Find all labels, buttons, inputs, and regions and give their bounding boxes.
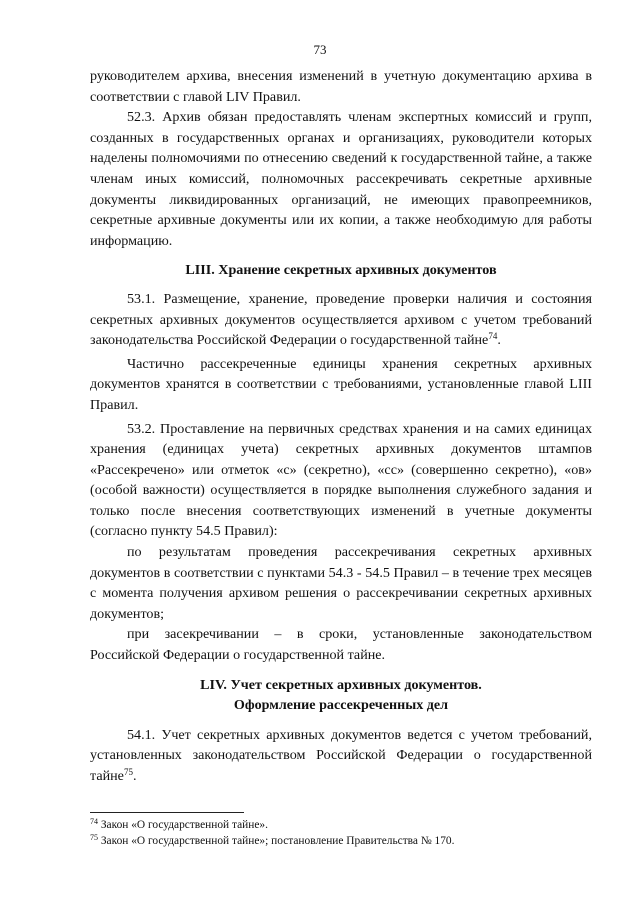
footnote-75	[90, 833, 592, 849]
footnote-ref-74[interactable]: 74	[488, 331, 498, 342]
paragraph-53-1-end: .	[497, 332, 501, 349]
paragraph-52-3: 52.3. Архив обязан предоставлять членам экспертных комиссий и групп, созданных в государственных органах и организациях, руководители которых наделены полномочиями по отнесению сведений к государственной тайне, а также членам иных комиссий, полномочных рассекречивать секретные архивные документы ликвидированных организаций, не имеющих правопреемников, секретные архивные документы или их копии, а также необходимую для работы информацию.	[90, 109, 592, 249]
footnotes	[90, 817, 592, 849]
paragraph-53-1	[90, 289, 592, 351]
paragraph-54-1	[90, 725, 592, 787]
footnote-divider	[90, 812, 244, 813]
page-number: 73	[313, 42, 327, 57]
paragraph-53-2-declassification: по результатам проведения рассекречивания секретных архивных документов в соответствии с пунктами 54.3 - 54.5 Правил – в течение трех месяцев с момента получения архивом решения о рассекречивании секретных архивных документов;	[90, 544, 592, 622]
paragraph-53-1-partial: Частично рассекреченные единицы хранения секретных архивных документов хранятся в соответствии с требованиями, установленные главой LIII Правил.	[90, 355, 592, 413]
section-heading-liv: LIV. Учет секретных архивных документов.	[200, 676, 482, 693]
paragraph-54-1-text: 54.1. Учет секретных архивных документов ведется с учетом требований, установленных законодательством Российской Федерации о государственной тайне	[90, 726, 592, 784]
paragraph-53-2-classification: при засекречивании – в сроки, установленные законодательством Российской Федерации о государственной тайне.	[90, 626, 592, 664]
paragraph-53-2: 53.2. Проставление на первичных средствах хранения и на самих единицах хранения (единицах учета) секретных архивных документов штампов «Рассекречено» или отметок «с» (секретно), «сс» (совершенно секретно), «ов» (особой важности) осуществляется в порядке выполнения служебного задания и только после внесения соответствующих изменений в учетные документы (согласно пункту 54.5 Правил):	[90, 420, 592, 540]
footnote-number-74: 74	[90, 817, 98, 826]
footnote-ref-75[interactable]: 75	[123, 767, 133, 777]
footnote-text-75: Закон «О государственной тайне»; постановление Правительства № 170.	[98, 835, 455, 847]
section-subheading-liv: Оформление рассекреченных дел	[233, 697, 449, 714]
footnote-74	[90, 817, 592, 833]
footnote-number-75: 75	[90, 833, 98, 842]
document-body	[90, 66, 592, 787]
paragraph-53-1-text: 53.1. Размещение, хранение, проведение проверки наличия и состояния секретных архивных документов осуществляется архивом с учетом требований законодательства Российской Федерации о государственной тайне	[90, 290, 592, 349]
footnote-text-74: Закон «О государственной тайне».	[98, 819, 268, 831]
paragraph-continuation: руководителем архива, внесения изменений в учетную документацию архива в соответствии с главой LIV Правил.	[90, 68, 592, 105]
section-heading-liii: LIII. Хранение секретных архивных документов	[185, 262, 497, 279]
paragraph-54-1-end: .	[132, 768, 137, 784]
